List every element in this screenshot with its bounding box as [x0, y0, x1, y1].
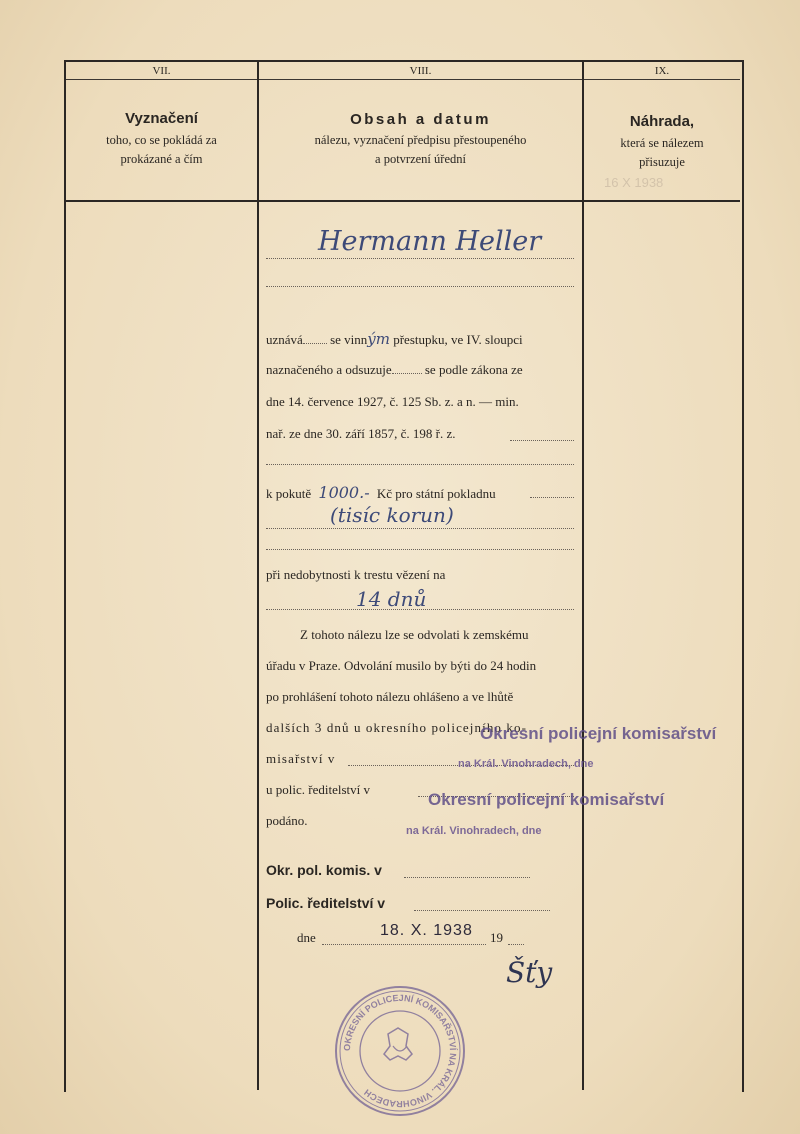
verdict-line-1-rest: přestupku, ve IV. sloupci [393, 332, 523, 347]
date-year-suffix: 19 [490, 930, 503, 945]
appeal-line-5: misařství v [266, 751, 336, 766]
handwritten-prison-days: 14 dnů [356, 587, 427, 611]
blank-line-4 [266, 549, 574, 550]
column-divider-1 [257, 62, 259, 1090]
office-line-1: Okr. pol. komis. v [266, 862, 382, 878]
column-divider-2 [582, 62, 584, 1090]
faint-date-stamp: 16 X 1938 [604, 175, 664, 190]
appeal-line-7: podáno. [266, 813, 308, 828]
office-stamp-1-sub: na Král. Vinohradech, dne [458, 758, 594, 770]
column-numeral-ix: IX. [654, 65, 670, 77]
blank-line-1 [266, 286, 574, 287]
handwritten-suffix: ým [367, 330, 390, 348]
appeal-line-3: po prohlášení tohoto nálezu ohlášeno a ve lhůtě [266, 689, 514, 704]
verdict-line-3: dne 14. července 1927, č. 125 Sb. z. a n. — min. [266, 394, 519, 409]
office-stamp-1-title: Okresní policejní komisařství [480, 724, 717, 743]
date-prefix: dne [297, 930, 316, 945]
verdict-word-vinn: se vinn [330, 332, 368, 347]
column-title-vii: Vyznačení [125, 110, 198, 127]
appeal-line-1: Z tohoto nálezu lze se odvolati k zemskému [300, 627, 529, 642]
column-sub-ix-line2: přisuzuje [639, 155, 685, 169]
column-sub-vii-line1: toho, co se pokládá za [106, 133, 217, 147]
handwritten-name: Hermann Heller [318, 226, 542, 257]
column-sub-vii-line2: prokázané a čím [120, 152, 203, 166]
column-numeral-viii: VIII. [409, 65, 432, 77]
verdict-line-1 [266, 330, 523, 348]
column-sub-viii-line2: a potvrzení úřední [375, 152, 466, 166]
header-bottom-rule [66, 200, 740, 202]
prison-line: při nedobytnosti k trestu vězení na [266, 567, 446, 582]
fine-line-fill [530, 497, 574, 498]
column-numeral-vii: VII. [152, 65, 171, 77]
column-sub-ix-line1: která se nálezem [620, 136, 704, 150]
office-stamp-2-sub: na Král. Vinohradech, dne [406, 825, 542, 837]
column-title-viii: Obsah a datum [350, 111, 491, 128]
blank-line-3 [266, 464, 574, 465]
date-underline [322, 944, 486, 945]
date-stamp: 18. X. 1938 [380, 922, 473, 939]
office-line-1-fill [404, 877, 530, 878]
office-stamp-2-title: Okresní policejní komisařství [428, 790, 665, 809]
handwritten-fine-amount: 1000.- [318, 483, 370, 502]
office-line-2-fill [414, 910, 550, 911]
verdict-line-4: nař. ze dne 30. září 1857, č. 198 ř. z. [266, 426, 456, 441]
verdict-word-uznava: uznává [266, 332, 303, 347]
seal-ring-text: OKRESNÍ POLICEJNÍ KOMISAŘSTVÍ NA KRÁL. VINOHRADECH [341, 992, 459, 1110]
appeal-line-2: úřadu v Praze. Odvolání musilo by býti do 24 hodin [266, 658, 537, 673]
fine-line: k pokutě 1000.- Kč pro státní pokladnu [266, 483, 496, 502]
blank-line-2 [510, 440, 574, 441]
handwritten-fine-words: (tisíc korun) [330, 503, 454, 527]
prison-days-underline [266, 609, 574, 610]
round-official-seal [333, 984, 467, 1110]
column-sub-viii-line1: nálezu, vyznačení předpisu přestoupeného [314, 133, 527, 147]
verdict-line-2: naznačeného a odsuzuje se podle zákona ze [266, 362, 523, 377]
date-year-fill [508, 944, 524, 945]
appeal-line-4: dalších 3 dnů u okresního policejního ko- [266, 720, 528, 735]
numeral-row-divider [66, 79, 740, 80]
appeal-line-6: u polic. ředitelství v [266, 782, 370, 797]
fine-words-underline [266, 528, 574, 529]
column-title-ix: Náhrada, [629, 113, 695, 130]
handwritten-signature: Šťy [506, 956, 553, 989]
office-line-2: Polic. ředitelství v [266, 895, 386, 911]
name-underline [266, 258, 574, 259]
